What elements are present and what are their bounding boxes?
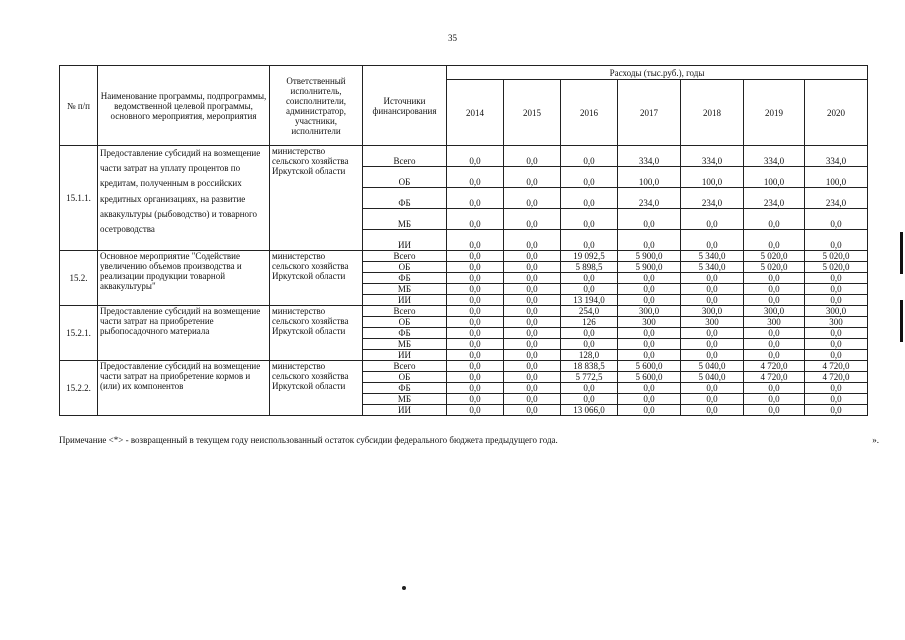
amount-cell: 0,0 xyxy=(504,394,561,405)
amount-cell: 0,0 xyxy=(447,350,504,361)
amount-cell: 0,0 xyxy=(805,350,868,361)
expenses-table xyxy=(59,65,868,416)
header-sources: Источники финансирования xyxy=(363,66,447,146)
amount-cell: 0,0 xyxy=(618,383,681,394)
amount-cell: 0,0 xyxy=(681,350,744,361)
item-responsible: министерство сельского хозяйства Иркутской области xyxy=(270,361,363,416)
header-year: 2015 xyxy=(504,80,561,146)
amount-cell: 0,0 xyxy=(681,273,744,284)
amount-cell: 100,0 xyxy=(805,167,868,188)
amount-cell: 234,0 xyxy=(681,188,744,209)
amount-cell: 0,0 xyxy=(681,383,744,394)
header-year: 2020 xyxy=(805,80,868,146)
amount-cell: 0,0 xyxy=(561,339,618,350)
funding-source: ОБ xyxy=(363,317,447,328)
amount-cell: 5 020,0 xyxy=(744,262,805,273)
amount-cell: 0,0 xyxy=(561,273,618,284)
amount-cell: 0,0 xyxy=(504,188,561,209)
amount-cell: 0,0 xyxy=(447,167,504,188)
amount-cell: 128,0 xyxy=(561,350,618,361)
funding-source: МБ xyxy=(363,284,447,295)
funding-source: Всего xyxy=(363,251,447,262)
scan-edge-mark xyxy=(900,300,903,342)
amount-cell: 0,0 xyxy=(618,284,681,295)
funding-source: ОБ xyxy=(363,262,447,273)
amount-cell: 0,0 xyxy=(681,230,744,251)
amount-cell: 0,0 xyxy=(504,295,561,306)
amount-cell: 0,0 xyxy=(504,284,561,295)
item-code: 15.2.1. xyxy=(60,306,98,361)
closing-quote: ». xyxy=(872,435,879,445)
funding-source: ИИ xyxy=(363,405,447,416)
item-name: Предоставление субсидий на возмещение части затрат на уплату процентов по кредитам, полученным в российских кредитных организациях, на развитие аквакультуры (рыбоводство) и товарного осетроводства xyxy=(98,146,270,251)
funding-source: ИИ xyxy=(363,295,447,306)
amount-cell: 300 xyxy=(805,317,868,328)
header-name: Наименование программы, подпрограммы, ведомственной целевой программы, основного мероприятия, мероприятия xyxy=(98,66,270,146)
amount-cell: 0,0 xyxy=(744,295,805,306)
funding-source: ОБ xyxy=(363,372,447,383)
amount-cell: 0,0 xyxy=(447,262,504,273)
amount-cell: 0,0 xyxy=(504,306,561,317)
amount-cell: 0,0 xyxy=(447,188,504,209)
amount-cell: 0,0 xyxy=(504,167,561,188)
amount-cell: 254,0 xyxy=(561,306,618,317)
item-code: 15.2.2. xyxy=(60,361,98,416)
item-name: Предоставление субсидий на возмещение части затрат на приобретение кормов и (или) их компонентов xyxy=(98,361,270,416)
amount-cell: 0,0 xyxy=(504,251,561,262)
amount-cell: 4 720,0 xyxy=(744,372,805,383)
amount-cell: 0,0 xyxy=(561,394,618,405)
header-num: № п/п xyxy=(60,66,98,146)
amount-cell: 334,0 xyxy=(805,146,868,167)
amount-cell: 5 600,0 xyxy=(618,372,681,383)
amount-cell: 4 720,0 xyxy=(805,372,868,383)
funding-source: ФБ xyxy=(363,383,447,394)
amount-cell: 0,0 xyxy=(504,209,561,230)
amount-cell: 0,0 xyxy=(805,339,868,350)
header-year: 2018 xyxy=(681,80,744,146)
amount-cell: 5 340,0 xyxy=(681,251,744,262)
amount-cell: 0,0 xyxy=(744,383,805,394)
amount-cell: 300,0 xyxy=(681,306,744,317)
funding-source: МБ xyxy=(363,209,447,230)
amount-cell: 0,0 xyxy=(618,295,681,306)
amount-cell: 0,0 xyxy=(744,328,805,339)
amount-cell: 0,0 xyxy=(504,317,561,328)
amount-cell: 100,0 xyxy=(681,167,744,188)
amount-cell: 13 194,0 xyxy=(561,295,618,306)
funding-source: ФБ xyxy=(363,188,447,209)
amount-cell: 300,0 xyxy=(805,306,868,317)
header-year: 2019 xyxy=(744,80,805,146)
amount-cell: 100,0 xyxy=(618,167,681,188)
amount-cell: 4 720,0 xyxy=(744,361,805,372)
funding-source: Всего xyxy=(363,146,447,167)
table-row xyxy=(60,251,868,262)
amount-cell: 0,0 xyxy=(504,262,561,273)
amount-cell: 5 900,0 xyxy=(618,262,681,273)
amount-cell: 18 838,5 xyxy=(561,361,618,372)
amount-cell: 0,0 xyxy=(681,295,744,306)
amount-cell: 0,0 xyxy=(805,405,868,416)
amount-cell: 0,0 xyxy=(447,295,504,306)
table-row xyxy=(60,146,868,167)
amount-cell: 0,0 xyxy=(447,251,504,262)
amount-cell: 5 340,0 xyxy=(681,262,744,273)
amount-cell: 5 900,0 xyxy=(618,251,681,262)
amount-cell: 0,0 xyxy=(805,295,868,306)
header-year: 2017 xyxy=(618,80,681,146)
amount-cell: 0,0 xyxy=(504,383,561,394)
amount-cell: 5 898,5 xyxy=(561,262,618,273)
item-name: Предоставление субсидий на возмещение части затрат на приобретение рыбопосадочного материала xyxy=(98,306,270,361)
amount-cell: 0,0 xyxy=(447,230,504,251)
amount-cell: 0,0 xyxy=(504,372,561,383)
amount-cell: 0,0 xyxy=(744,273,805,284)
amount-cell: 100,0 xyxy=(744,167,805,188)
scan-edge-mark xyxy=(900,232,903,274)
amount-cell: 0,0 xyxy=(805,383,868,394)
amount-cell: 0,0 xyxy=(504,350,561,361)
amount-cell: 0,0 xyxy=(447,284,504,295)
amount-cell: 0,0 xyxy=(805,273,868,284)
amount-cell: 0,0 xyxy=(504,361,561,372)
amount-cell: 0,0 xyxy=(561,383,618,394)
amount-cell: 0,0 xyxy=(618,405,681,416)
amount-cell: 0,0 xyxy=(744,350,805,361)
amount-cell: 0,0 xyxy=(681,394,744,405)
table-row xyxy=(60,306,868,317)
amount-cell: 0,0 xyxy=(744,230,805,251)
amount-cell: 0,0 xyxy=(681,339,744,350)
amount-cell: 0,0 xyxy=(681,284,744,295)
footnote xyxy=(59,435,879,445)
amount-cell: 0,0 xyxy=(805,284,868,295)
footnote-text: Примечание <*> - возвращенный в текущем году неиспользованный остаток субсидии федерального бюджета предыдущего года. xyxy=(59,435,558,445)
amount-cell: 0,0 xyxy=(561,188,618,209)
amount-cell: 0,0 xyxy=(618,339,681,350)
page-number: 35 xyxy=(448,33,457,43)
amount-cell: 0,0 xyxy=(561,230,618,251)
amount-cell: 5 020,0 xyxy=(805,251,868,262)
header-responsible: Ответственный исполнитель, соисполнители, администратор, участники, исполнители xyxy=(270,66,363,146)
amount-cell: 0,0 xyxy=(561,146,618,167)
amount-cell: 0,0 xyxy=(504,339,561,350)
amount-cell: 19 092,5 xyxy=(561,251,618,262)
amount-cell: 4 720,0 xyxy=(805,361,868,372)
table-body xyxy=(60,146,868,416)
item-code: 15.2. xyxy=(60,251,98,306)
amount-cell: 0,0 xyxy=(504,230,561,251)
funding-source: ФБ xyxy=(363,328,447,339)
amount-cell: 334,0 xyxy=(681,146,744,167)
amount-cell: 0,0 xyxy=(447,273,504,284)
amount-cell: 0,0 xyxy=(447,372,504,383)
amount-cell: 0,0 xyxy=(504,328,561,339)
amount-cell: 0,0 xyxy=(561,167,618,188)
amount-cell: 0,0 xyxy=(805,209,868,230)
amount-cell: 0,0 xyxy=(618,350,681,361)
amount-cell: 300 xyxy=(681,317,744,328)
amount-cell: 0,0 xyxy=(744,284,805,295)
amount-cell: 0,0 xyxy=(504,405,561,416)
amount-cell: 0,0 xyxy=(618,394,681,405)
amount-cell: 0,0 xyxy=(561,328,618,339)
funding-source: Всего xyxy=(363,306,447,317)
amount-cell: 0,0 xyxy=(618,209,681,230)
item-responsible: министерство сельского хозяйства Иркутской области xyxy=(270,251,363,306)
funding-source: ФБ xyxy=(363,273,447,284)
funding-source: ОБ xyxy=(363,167,447,188)
amount-cell: 0,0 xyxy=(447,209,504,230)
amount-cell: 0,0 xyxy=(447,317,504,328)
amount-cell: 5 772,5 xyxy=(561,372,618,383)
amount-cell: 0,0 xyxy=(744,209,805,230)
amount-cell: 0,0 xyxy=(744,394,805,405)
header-year: 2016 xyxy=(561,80,618,146)
amount-cell: 300,0 xyxy=(744,306,805,317)
amount-cell: 5 040,0 xyxy=(681,372,744,383)
amount-cell: 5 020,0 xyxy=(744,251,805,262)
amount-cell: 0,0 xyxy=(504,146,561,167)
item-name: Основное мероприятие "Содействие увеличению объемов производства и реализации продукции товарной аквакультуры" xyxy=(98,251,270,306)
amount-cell: 234,0 xyxy=(744,188,805,209)
funding-source: ИИ xyxy=(363,350,447,361)
item-responsible: министерство сельского хозяйства Иркутской области xyxy=(270,306,363,361)
amount-cell: 234,0 xyxy=(805,188,868,209)
amount-cell: 0,0 xyxy=(447,328,504,339)
header-year: 2014 xyxy=(447,80,504,146)
amount-cell: 0,0 xyxy=(504,273,561,284)
amount-cell: 13 066,0 xyxy=(561,405,618,416)
amount-cell: 5 040,0 xyxy=(681,361,744,372)
amount-cell: 5 600,0 xyxy=(618,361,681,372)
amount-cell: 126 xyxy=(561,317,618,328)
amount-cell: 0,0 xyxy=(744,405,805,416)
funding-source: МБ xyxy=(363,339,447,350)
amount-cell: 234,0 xyxy=(618,188,681,209)
amount-cell: 0,0 xyxy=(561,209,618,230)
amount-cell: 0,0 xyxy=(681,405,744,416)
scan-speck xyxy=(402,586,406,590)
amount-cell: 0,0 xyxy=(805,394,868,405)
amount-cell: 0,0 xyxy=(618,273,681,284)
item-code: 15.1.1. xyxy=(60,146,98,251)
amount-cell: 0,0 xyxy=(561,284,618,295)
funding-source: Всего xyxy=(363,361,447,372)
amount-cell: 0,0 xyxy=(618,230,681,251)
amount-cell: 300 xyxy=(618,317,681,328)
amount-cell: 334,0 xyxy=(744,146,805,167)
amount-cell: 0,0 xyxy=(447,361,504,372)
amount-cell: 0,0 xyxy=(618,328,681,339)
amount-cell: 334,0 xyxy=(618,146,681,167)
amount-cell: 0,0 xyxy=(447,394,504,405)
amount-cell: 0,0 xyxy=(447,306,504,317)
amount-cell: 300 xyxy=(744,317,805,328)
funding-source: МБ xyxy=(363,394,447,405)
amount-cell: 0,0 xyxy=(681,209,744,230)
amount-cell: 5 020,0 xyxy=(805,262,868,273)
item-responsible: министерство сельского хозяйства Иркутской области xyxy=(270,146,363,251)
amount-cell: 0,0 xyxy=(805,230,868,251)
amount-cell: 300,0 xyxy=(618,306,681,317)
header-expenses: Расходы (тыс.руб.), годы xyxy=(447,66,868,80)
table-row xyxy=(60,361,868,372)
amount-cell: 0,0 xyxy=(681,328,744,339)
amount-cell: 0,0 xyxy=(447,146,504,167)
amount-cell: 0,0 xyxy=(805,328,868,339)
amount-cell: 0,0 xyxy=(447,383,504,394)
amount-cell: 0,0 xyxy=(447,339,504,350)
amount-cell: 0,0 xyxy=(447,405,504,416)
amount-cell: 0,0 xyxy=(744,339,805,350)
funding-source: ИИ xyxy=(363,230,447,251)
